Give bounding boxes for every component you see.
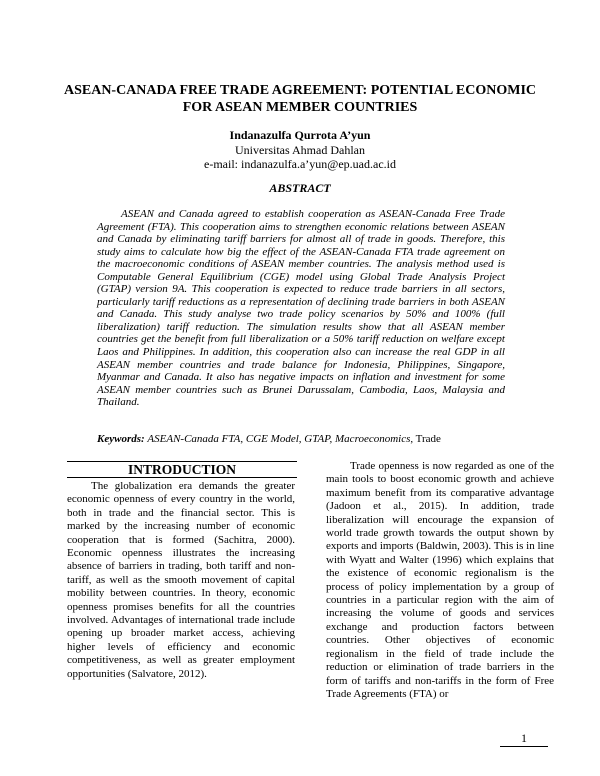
author-affiliation: Universitas Ahmad Dahlan bbox=[235, 142, 365, 157]
title-line-2: FOR ASEAN MEMBER COUNTRIES bbox=[182, 100, 418, 115]
paper-title bbox=[60, 82, 540, 116]
author-email: e-mail: indanazulfa.a’yun@ep.uad.ac.id bbox=[204, 157, 396, 171]
page-number-rule bbox=[500, 746, 548, 747]
intro-heading: INTRODUCTION bbox=[127, 462, 236, 477]
keywords-italic: ASEAN-Canada FTA, CGE Model, GTAP, Macroeconomics bbox=[147, 433, 411, 445]
intro-right-column: Trade openness is now regarded as one of the main tools to boost economic growth and achieve maximum benefit from its comparative advantage (Jadoon et al., 2015). In addition, trade liberalization will encourage the expansion of world trade growth towards the output shown by exports and imports (Baldwin, 2003). This is in line with Wyatt and Walter (1996) which explains that the existence of economic regionalism is the process of policy implementation by a group of countries in a particular region with the aim of increasing the volume of goods and services exchange and production factors between countries. Other objectives of economic regionalism in the field of trade include the reduction or elimination of trade barriers in the form of tariffs and non-tariffs in the form of Free Trade Agreements (FTA) or bbox=[326, 460, 554, 700]
author-name: Indanazulfa Qurrota A’yun bbox=[229, 128, 371, 142]
keywords-line bbox=[97, 433, 517, 446]
keywords-plain: , Trade bbox=[410, 433, 441, 445]
author-block bbox=[100, 128, 500, 172]
intro-left-column: The globalization era demands the greater economic openness of every country in the world, both in trade and the financial sector. This is marked by the increasing number of economic cooperation that is formed (Sachitra, 2000). Economic openness illustrates the increasing absence of barriers in trading, both tariff and non-tariff, as well as the smooth movement of capital mobility between countries. In theory, economic openness promises benefits for all the countries involved. Advantages of international trade include opening up broader market access, achieving higher levels of efficiency and economic competitiveness, as well as greater employment opportunities (Salvatore, 2012). bbox=[67, 480, 295, 680]
abstract-heading: ABSTRACT bbox=[269, 181, 331, 195]
keywords-label: Keywords: bbox=[97, 433, 145, 445]
title-line-1: ASEAN-CANADA FREE TRADE AGREEMENT: POTENTIAL ECONOMIC bbox=[63, 83, 537, 98]
page-number: 1 bbox=[521, 731, 527, 745]
abstract-text: ASEAN and Canada agreed to establish cooperation as ASEAN-Canada Free Trade Agreement (FTA). This cooperation aims to strengthen economic relations between ASEAN and Canada by eliminating tariff barriers for almost all of trade in goods. Therefore, this study aims to calculate how big the effect of the ASEAN-Canada FTA trade agreement on the macroeconomic conditions of ASEAN member countries. The analysis method used is Computable General Equilibrium (CGE) model using Global Trade Analysis Project (GTAP) version 9A. This cooperation is expected to reduce trade barriers in all sectors, particularly tariff reductions as a representation of declining trade barriers in both ASEAN and Canada. This study analyse two trade policy scenarios by 50% and 100% (full liberalization) tariff reduction. The simulation results show that all ASEAN member countries get the benefit from full liberalization or a 50% tariff reduction on welfare except Laos and Philippines. In addition, this cooperation also can increase the real GDP in all ASEAN member countries and trade balance for Indonesia, Philippines, Singapore, Myanmar and Canada. It also has negative impacts on inflation and investment for some ASEAN member countries such as Brunei Darussalam, Cambodia, Laos, Malaysia and Thailand. bbox=[97, 208, 505, 409]
